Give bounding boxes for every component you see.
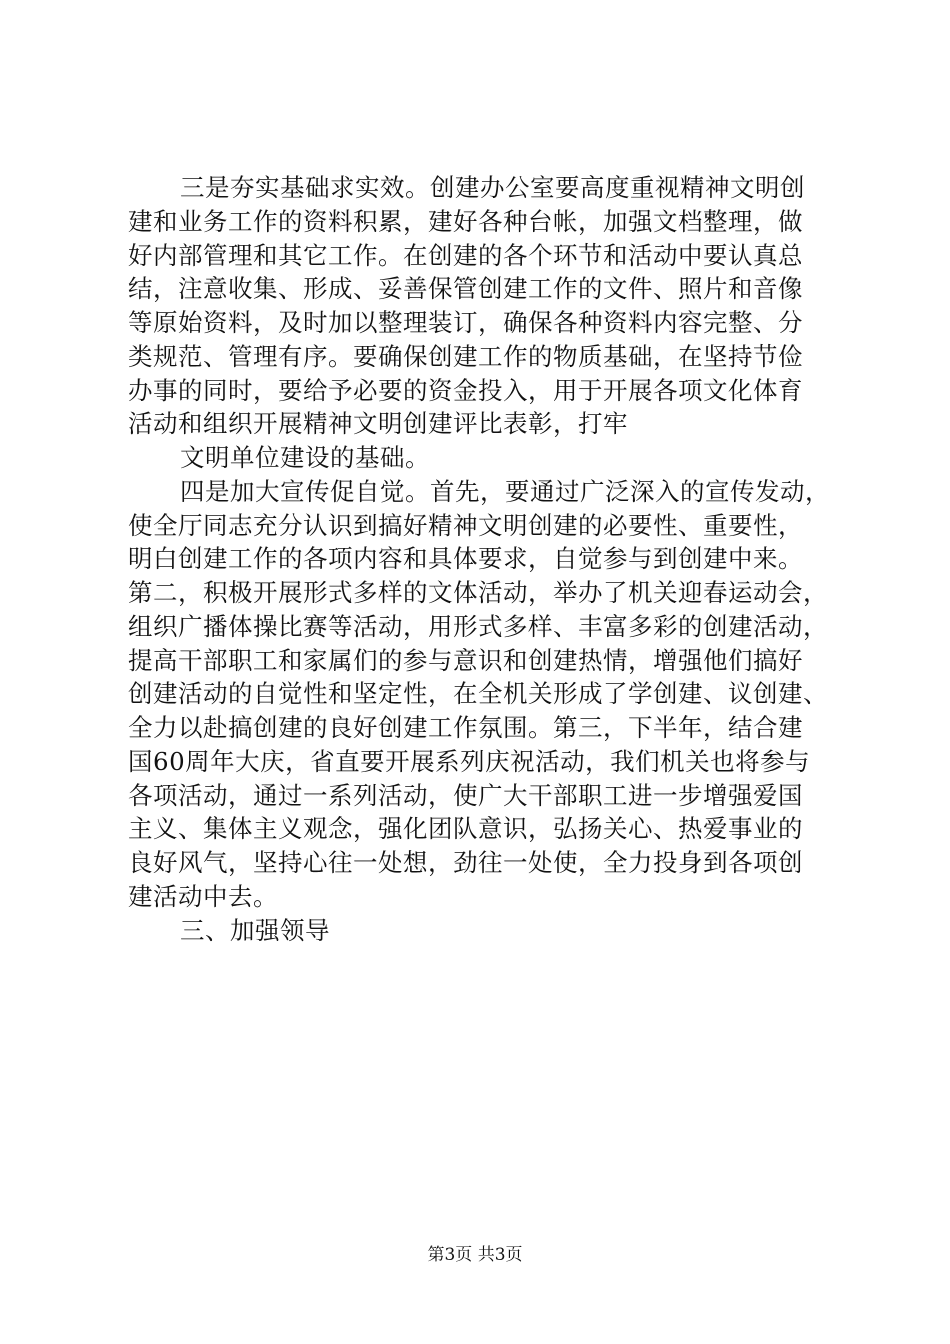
body-line: 明白创建工作的各项内容和具体要求，自觉参与到创建中来。 (128, 544, 803, 573)
body-line: 组织广播体操比赛等活动，用形式多样、丰富多彩的创建活动， (128, 612, 828, 641)
body-line: 主义、集体主义观念，强化团队意识，弘扬关心、热爱事业的 (128, 814, 803, 843)
body-line: 建和业务工作的资料积累，建好各种台帐，加强文档整理，做 (128, 207, 803, 236)
body-line: 第二，积极开展形式多样的文体活动，举办了机关迎春运动会， (128, 578, 828, 607)
body-line: 文明单位建设的基础。 (180, 443, 430, 472)
page-footer: 第3页 共3页 (427, 1245, 523, 1265)
body-line: 国60周年大庆，省直要开展系列庆祝活动，我们机关也将参与 (128, 747, 811, 776)
body-line: 结，注意收集、形成、妥善保管创建工作的文件、照片和音像 (128, 274, 803, 303)
section-heading: 三、加强领导 (180, 916, 330, 945)
body-line: 良好风气，坚持心往一处想，劲往一处使，全力投身到各项创 (128, 848, 803, 877)
body-line: 办事的同时，要给予必要的资金投入，用于开展各项文化体育 (128, 376, 803, 405)
body-line: 使全厅同志充分认识到搞好精神文明创建的必要性、重要性， (128, 511, 803, 540)
body-line: 等原始资料，及时加以整理装订，确保各种资料内容完整、分 (128, 308, 803, 337)
body-line: 四是加大宣传促自觉。首先，要通过广泛深入的宣传发动， (180, 477, 830, 506)
body-line: 各项活动，通过一系列活动，使广大干部职工进一步增强爱国 (128, 781, 803, 810)
body-line: 活动和组织开展精神文明创建评比表彰，打牢 (128, 409, 628, 438)
body-line: 类规范、管理有序。要确保创建工作的物质基础，在坚持节俭 (128, 342, 803, 371)
body-line: 全力以赴搞创建的良好创建工作氛围。第三，下半年，结合建 (128, 713, 803, 742)
body-line: 提高干部职工和家属们的参与意识和创建热情，增强他们搞好 (128, 646, 803, 675)
body-line: 三是夯实基础求实效。创建办公室要高度重视精神文明创 (180, 173, 805, 202)
body-line: 创建活动的自觉性和坚定性，在全机关形成了学创建、议创建、 (128, 679, 828, 708)
body-line: 建活动中去。 (128, 882, 278, 911)
body-line: 好内部管理和其它工作。在创建的各个环节和活动中要认真总 (128, 241, 803, 270)
